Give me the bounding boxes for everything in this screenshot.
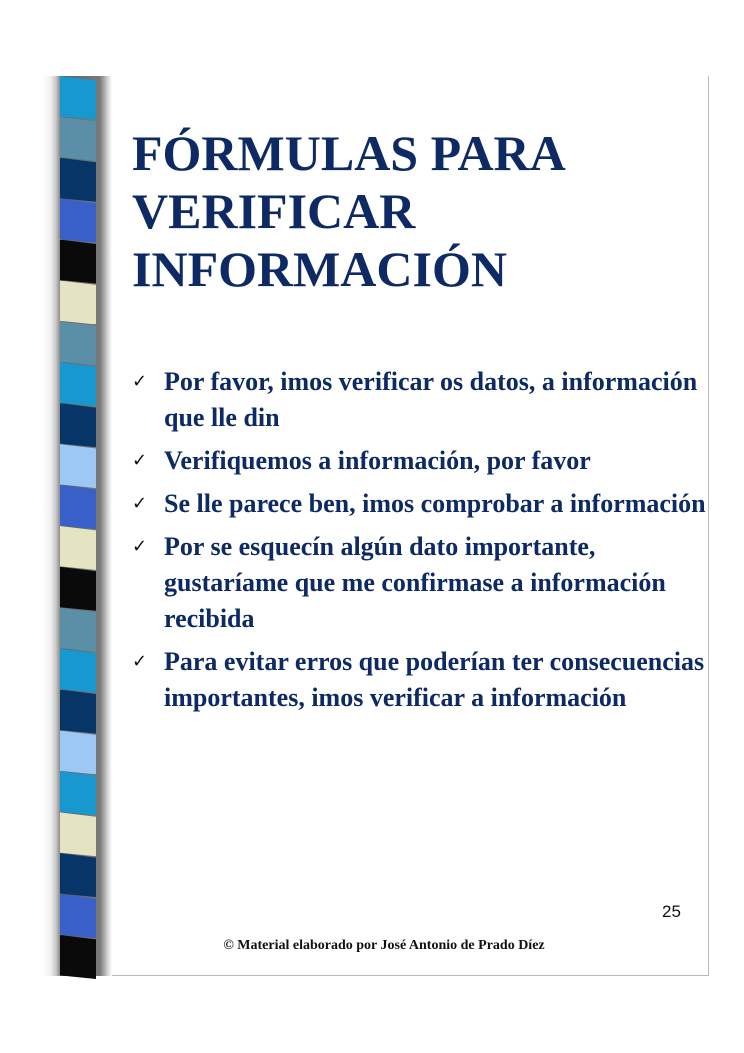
bullet-item: [132, 644, 712, 716]
check-mark-icon: ✓: [132, 493, 148, 514]
bullet-item: [132, 529, 712, 637]
decorative-color-bar: [60, 76, 96, 976]
bullet-item: [132, 364, 712, 436]
bar-segment: [60, 485, 96, 529]
check-mark-icon: ✓: [132, 450, 148, 471]
bar-segment: [60, 935, 96, 979]
bullet-item: [132, 486, 712, 522]
bar-segment: [60, 649, 96, 693]
bar-segment: [60, 117, 96, 161]
bar-segment: [60, 567, 96, 611]
bar-segment: [60, 321, 96, 365]
bar-segment: [60, 608, 96, 652]
bullet-text: Para evitar erros que poderían ter consecuencias importantes, imos verificar a información: [164, 647, 705, 712]
check-mark-icon: ✓: [132, 536, 148, 557]
bar-segment: [60, 771, 96, 815]
bullet-list: [132, 364, 712, 723]
bullet-text: Verifiquemos a información, por favor: [164, 446, 591, 475]
bar-segment: [60, 240, 96, 284]
bar-segment: [60, 281, 96, 325]
bullet-text: Por favor, imos verificar os datos, a información que lle din: [164, 367, 698, 432]
bullet-text: Se lle parece ben, imos comprobar a información: [164, 489, 706, 518]
bar-segment: [60, 199, 96, 243]
page-number: 25: [662, 902, 681, 921]
footer-credit: © Material elaborado por José Antonio de Prado Díez: [223, 938, 545, 953]
bullet-item: [132, 443, 712, 479]
slide-title-line: FÓRMULAS PARA: [132, 125, 566, 181]
check-mark-icon: ✓: [132, 651, 148, 672]
bar-segment: [60, 362, 96, 406]
slide-title-line: INFORMACIÓN: [132, 241, 507, 297]
bar-segment: [60, 812, 96, 856]
bar-segment: [60, 894, 96, 938]
check-mark-icon: ✓: [132, 371, 148, 392]
bar-segment: [60, 526, 96, 570]
bar-segment: [60, 690, 96, 734]
slide-title-line: VERIFICAR: [132, 183, 416, 239]
bar-segment: [60, 444, 96, 488]
bar-segment: [60, 731, 96, 775]
bar-segment: [60, 853, 96, 897]
slide-title: [132, 124, 692, 298]
bar-segment: [60, 403, 96, 447]
bar-segment: [60, 158, 96, 202]
bar-segment: [60, 76, 96, 120]
bullet-text: Por se esquecín algún dato importante, gustaríame que me confirmase a información recibida: [164, 532, 666, 633]
